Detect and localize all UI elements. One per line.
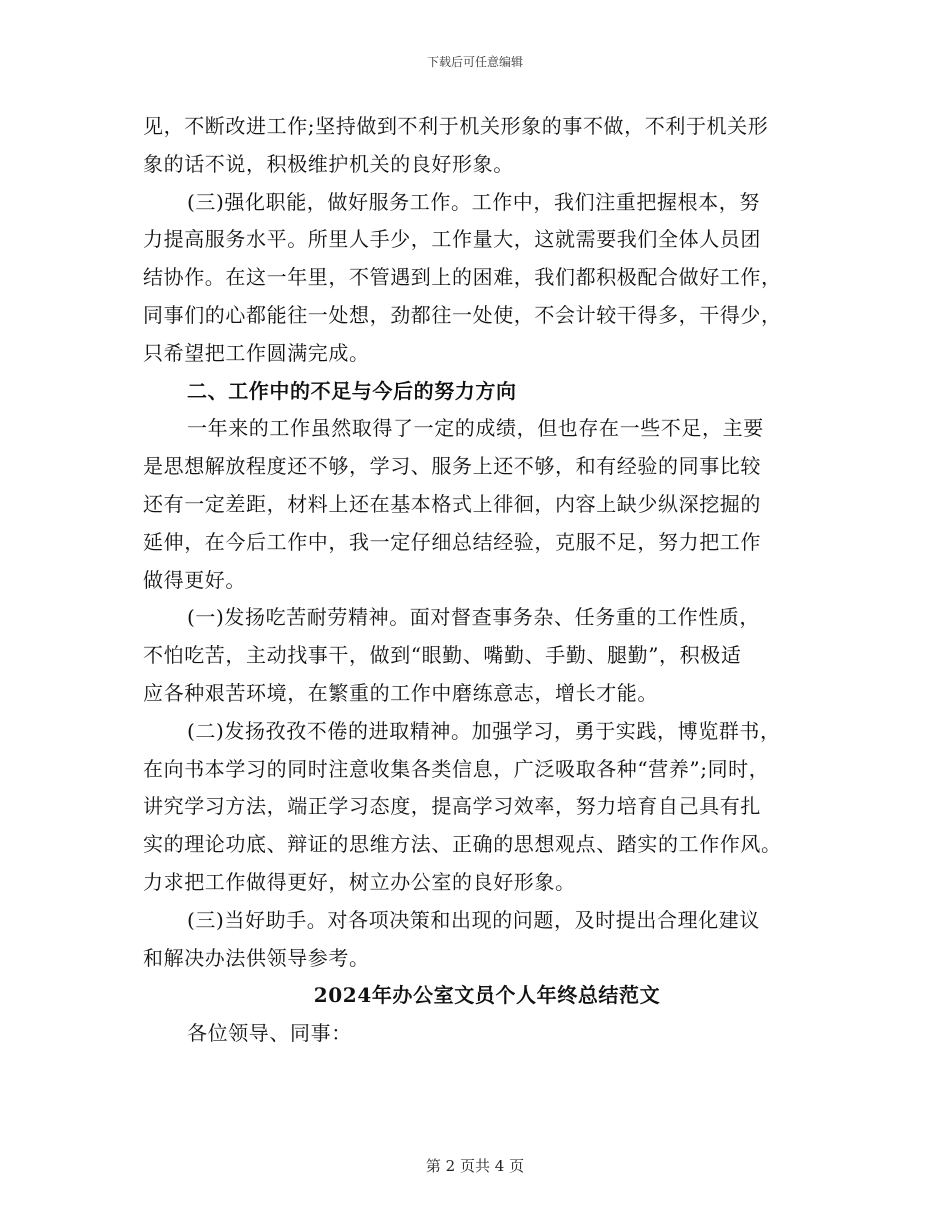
text-line: 在向书本学习的同时注意收集各类信息，广泛吸取各种“营养”;同时，	[143, 756, 770, 781]
text-line: 同事们的心都能往一处想，劲都往一处使，不会计较干得多，干得少，	[143, 302, 782, 327]
text-line: 延伸，在今后工作中，我一定仔细总结经验，克服不足，努力把工作	[143, 529, 761, 554]
document-title: 2024年办公室文员个人年终总结范文	[313, 983, 661, 1008]
text-line: 应各种艰苦环境，在繁重的工作中磨练意志，增长才能。	[143, 680, 658, 705]
paragraph-start: (二)发扬孜孜不倦的进取精神。加强学习，勇于实践，博览群书，	[187, 718, 781, 743]
text-line: 只希望把工作圆满完成。	[143, 340, 370, 365]
text-line: 实的理论功底、辩证的思维方法、正确的思想观点、踏实的工作作风。	[143, 832, 782, 857]
text-line: 是思想解放程度还不够，学习、服务上还不够，和有经验的同事比较	[143, 454, 761, 479]
section-heading: 二、工作中的不足与今后的努力方向	[187, 378, 517, 403]
header-note: 下载后可任意编辑	[426, 55, 523, 69]
salutation: 各位领导、同事：	[187, 1021, 352, 1046]
text-line: 象的话不说，积极维护机关的良好形象。	[143, 151, 514, 176]
text-line: 做得更好。	[143, 567, 246, 592]
paragraph-start: 一年来的工作虽然取得了一定的成绩，但也存在一些不足，主要	[187, 416, 764, 441]
text-line: 不怕吃苦，主动找事干，做到“眼勤、嘴勤、手勤、腿勤”，积极适	[143, 643, 742, 668]
text-line: 和解决办法供领导参考。	[143, 945, 370, 970]
document-body	[143, 108, 813, 1053]
text-line: 力求把工作做得更好，树立办公室的良好形象。	[143, 869, 576, 894]
paragraph-start: (三)当好助手。对各项决策和出现的问题，及时提出合理化建议	[187, 907, 761, 932]
paragraph-start: (三)强化职能，做好服务工作。工作中，我们注重把握根本，努	[187, 189, 761, 214]
text-line: 结协作。在这一年里，不管遇到上的困难，我们都积极配合做好工作，	[143, 265, 782, 290]
text-line: 见，不断改进工作;坚持做到不利于机关形象的事不做，不利于机关形	[143, 114, 769, 138]
page-number: 第 2 页共 4 页	[425, 1157, 525, 1175]
text-line: 讲究学习方法，端正学习态度，提高学习效率，努力培育自己具有扎	[143, 794, 761, 819]
paragraph-start: (一)发扬吃苦耐劳精神。面对督查事务杂、任务重的工作性质，	[187, 605, 761, 630]
text-line: 还有一定差距，材料上还在基本格式上徘徊，内容上缺少纵深挖掘的	[143, 491, 761, 516]
text-line: 力提高服务水平。所里人手少，工作量大，这就需要我们全体人员团	[143, 227, 761, 252]
